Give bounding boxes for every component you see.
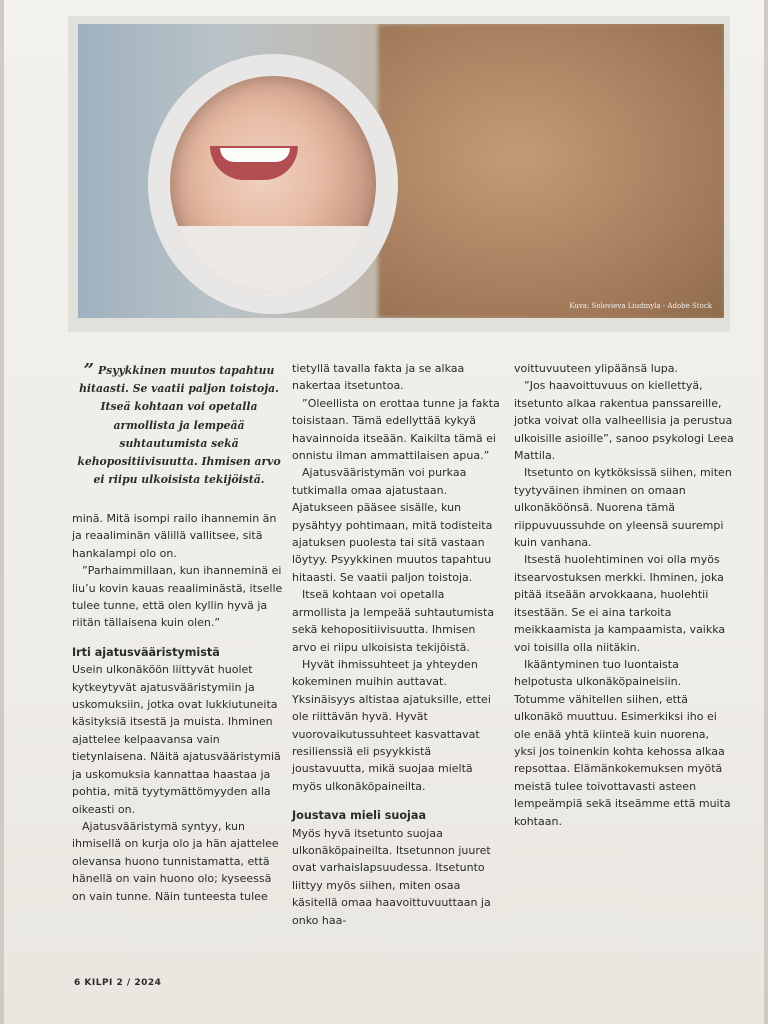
col2-paragraph-4: Itseä kohtaan voi opetalla armollista ja lempeää suhtautumista sekä kehopositiivisuutta. Ihmisen arvo ei riipu ulkoisista tekijöistä. <box>292 588 495 654</box>
col3-paragraph-4: Itsestä huolehtiminen voi olla myös itsearvostuksen merkki. Ihminen, joka pitää itseään arvokkaana, huolehtii itsestään. Se ei aina tarkoita meikkaamista ja kampaamista, vaikka voi toisilla olla niitäkin. <box>514 553 726 654</box>
col2-paragraph-6: Myös hyvä itsetunto suojaa ulkonäköpaineilta. Itsetunnon juuret ovat varhaislapsuudessa. Itsetunto liittyy myös siihen, miten osaa käsitellä omaa haavoittuvuuttaan ja onko haa- <box>292 826 491 927</box>
col1-heading-1: Irti ajatusvääristymistä <box>72 645 220 659</box>
smile-teeth <box>220 148 290 162</box>
page-footer: 6 KILPI 2 / 2024 <box>74 978 162 988</box>
col2-paragraph-1: tietyllä tavalla fakta ja se alkaa nakertaa itsetuntoa. <box>292 362 465 393</box>
col3-paragraph-3: Itsetunto on kytköksissä siihen, miten tyytyväinen ihminen on omaan ulkonäköönsä. Nuorena tämä riippuvuussuhde on yleensä suurempi kuin vanhana. <box>514 466 732 550</box>
column-1 <box>72 510 284 905</box>
col2-paragraph-2: ”Oleellista on erottaa tunne ja fakta toisistaan. Tämä edellyttää kykyä havainnoida itseään. Kaikilta tämä ei onnistu ilman ammattilaisen apua.” <box>292 396 500 463</box>
photo-background-blur <box>378 24 724 318</box>
col1-paragraph-4: Ajatusvääristymä syntyy, kun ihmisellä on kurja olo ja hän ajattelee olevansa huono tunnistamatta, että hänellä on vain huono olo; kyseessä on vain tunne. Näin tunteesta tulee <box>72 819 279 903</box>
magazine-page <box>4 0 764 1024</box>
col3-paragraph-5: Ikääntyminen tuo luontaista helpotusta ulkonäköpaineisiin. Totumme vähitellen siihen, että ulkonäkö muuttuu. Esimerkiksi iho ei ole enää yhtä kiinteä kuin nuorena, yksi jos toinenkin kohta kehossa alkaa repsottaa. Elämänkokemuksen myötä meistä tulee toivottavasti asteen lempeämpiä sekä itseämme että muita kohtaan. <box>514 657 731 828</box>
pull-quote <box>74 362 284 489</box>
quote-mark-icon: ” <box>83 360 94 381</box>
article-photo <box>78 24 724 318</box>
photo-caption: Kuva: Solovieva Liudmyla - Adobe Stock <box>569 302 712 310</box>
col1-paragraph-1: minä. Mitä isompi railo ihannemin än ja reaaliminän välillä vallitsee, sitä hankalampi olo on. <box>72 512 277 560</box>
mirror-image <box>148 54 398 314</box>
col3-paragraph-2: ”Jos haavoittuvuus on kiellettyä, itsetunto alkaa rakentua panssareille, jotka voivat olla valheellisia ja perustua ulkoisille asioille”, sanoo psykologi Leea Mattila. <box>514 379 734 463</box>
col1-paragraph-2: ”Parhaimmillaan, kun ihanneminä ei liu’u kovin kauas reaaliminästä, itselle tulee tunne, että olen kyllin hyvä ja riitän tällaisena kuin olen.” <box>72 564 283 630</box>
col1-paragraph-3: Usein ulkonäköön liittyvät huolet kytkeytyvät ajatusvääristymiin ja uskomuksiin, jotka ovat lukkiutuneita käsityksiä itsestä ja muista. Ihminen ajattelee kelpaavansa vain tietynlaisena. Näitä ajatusvääristymiä ja uskomuksia kannattaa haastaa ja pohtia, mitä tyytymättömyyden alla oikeasti on. <box>72 663 281 816</box>
col2-paragraph-3: Ajatusvääristymän voi purkaa tutkimalla omaa ajatustaan. Ajatukseen pääsee sisälle, kun pysähtyy pohtimaan, mitä todisteita ajatuksen puolesta tai sitä vastaan löytyy. Psyykkinen muutos tapahtuu hitaasti. Se vaatii paljon toistoja. <box>292 466 493 584</box>
col3-paragraph-1: voittuvuuteen ylipäänsä lupa. <box>514 362 678 375</box>
column-2 <box>292 360 502 929</box>
col2-paragraph-5: Hyvät ihmissuhteet ja yhteyden kokeminen muihin auttavat. Yksinäisyys altistaa ajatuksille, ettei ole riittävän hyvä. Hyvät vuorovaikutussuhteet kasvattavat resilienssiä eli psyykkistä joustavuutta, mikä suojaa mieltä myös ulkonäköpaineilta. <box>292 657 491 793</box>
shirt <box>160 226 390 314</box>
col2-heading-1: Joustava mieli suojaa <box>292 809 426 823</box>
pull-quote-text: Psyykkinen muutos tapahtuu hitaasti. Se vaatii paljon toistoja. Itseä kohtaan voi opetalla armollista ja lempeää suhtautumista sekä kehopositiivisuutta. Ihmisen arvo ei riipu ulkoisista tekijöistä. <box>77 364 281 487</box>
column-3 <box>514 360 734 830</box>
